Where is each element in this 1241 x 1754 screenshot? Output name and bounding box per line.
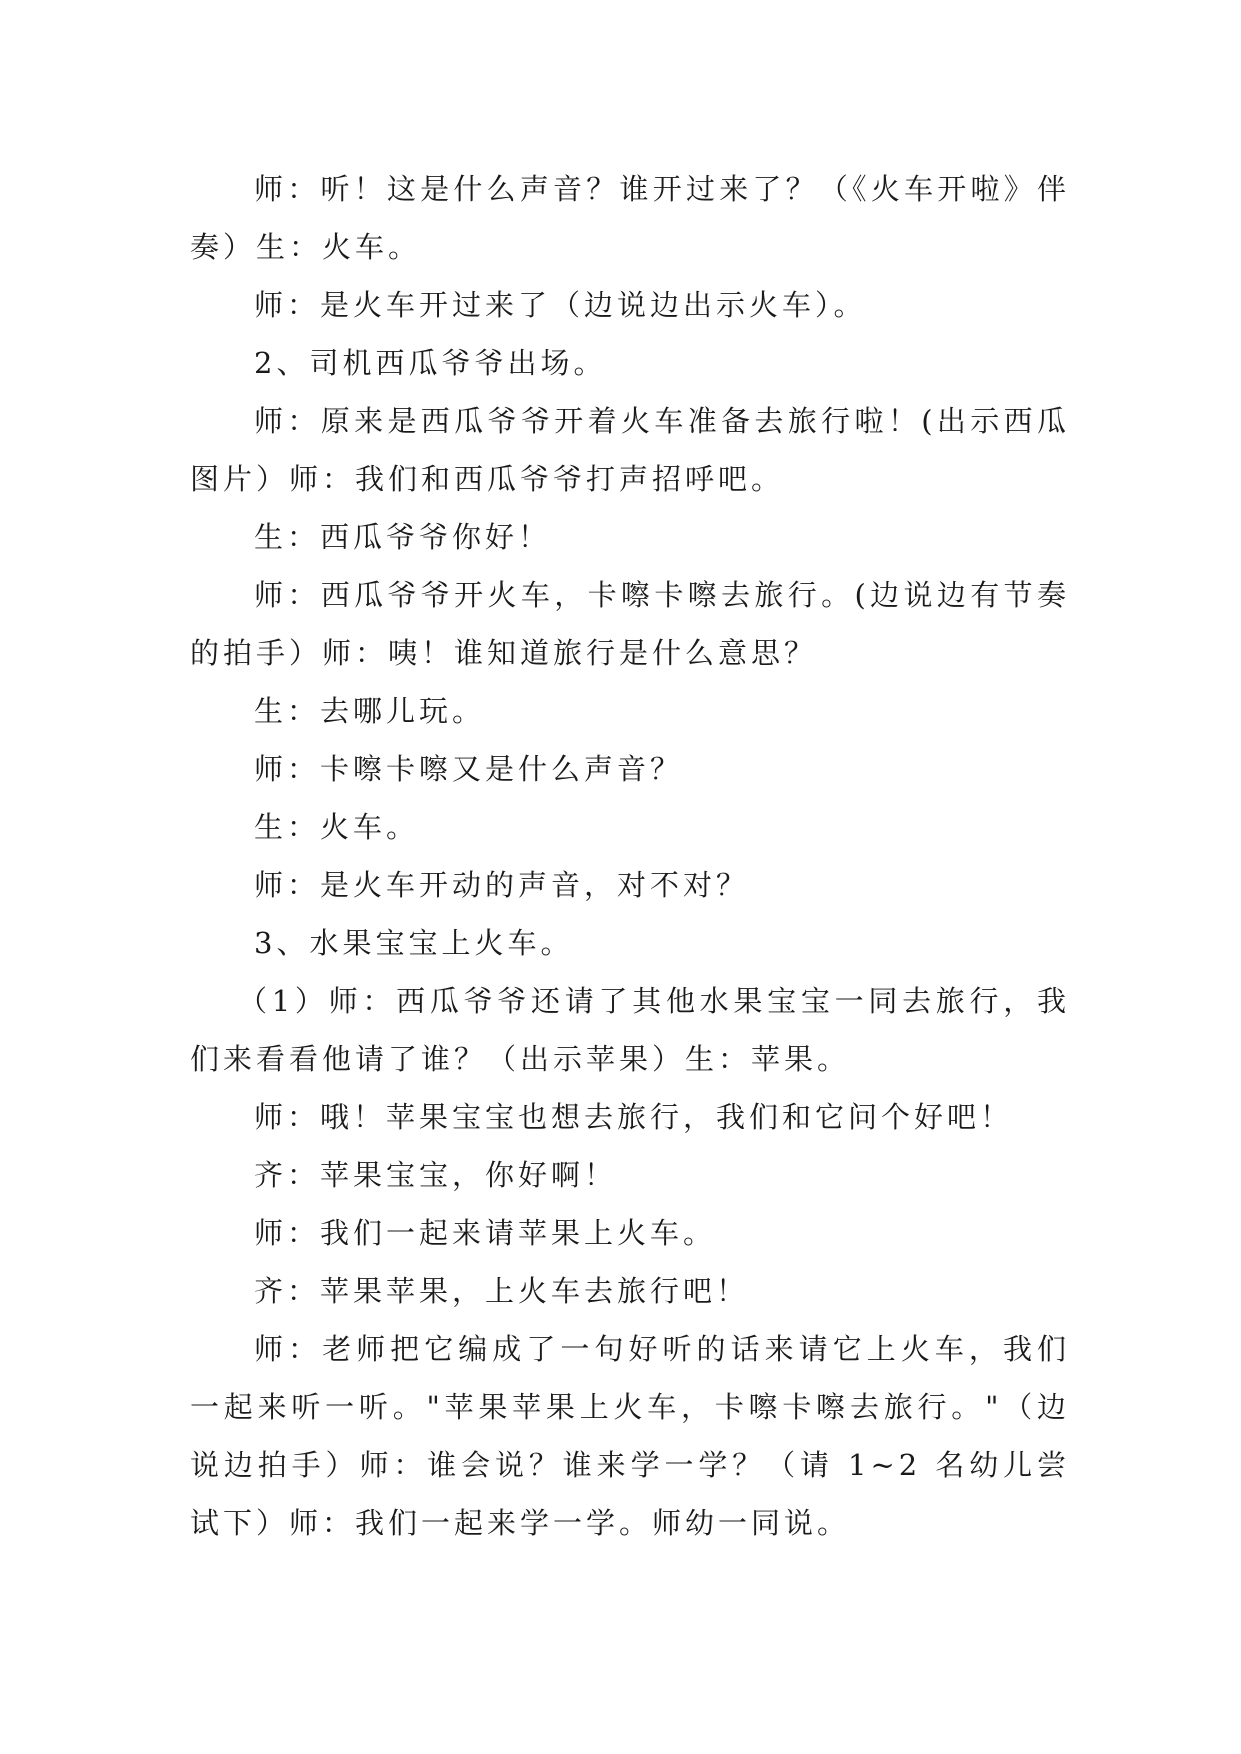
paragraph: 师：哦！苹果宝宝也想去旅行，我们和它问个好吧！ bbox=[254, 1100, 1014, 1134]
paragraph: 齐：苹果苹果，上火车去旅行吧！ bbox=[254, 1274, 750, 1308]
paragraph: 师：原来是西瓜爷爷开着火车准备去旅行啦！(出示西瓜图片）师：我们和西瓜爷爷打声招呼吧。 bbox=[190, 404, 1070, 496]
paragraph: 师：老师把它编成了一句好听的话来请它上火车，我们一起来听一听。"苹果苹果上火车，卡嚓卡嚓去旅行。"（边说边拍手）师：谁会说？谁来学一学？（请 1~2 名幼儿尝试下）师：我们一起来学一学。师幼一同说。 bbox=[190, 1332, 1070, 1540]
paragraph: 3、水果宝宝上火车。 bbox=[254, 926, 574, 960]
paragraph: 师：我们一起来请苹果上火车。 bbox=[254, 1216, 717, 1250]
document-body bbox=[190, 160, 1070, 1552]
paragraph: 齐：苹果宝宝，你好啊！ bbox=[254, 1158, 618, 1192]
paragraph: 师：是火车开动的声音，对不对？ bbox=[254, 868, 750, 902]
paragraph: 师：卡嚓卡嚓又是什么声音？ bbox=[254, 752, 684, 786]
paragraph: 师：西瓜爷爷开火车，卡嚓卡嚓去旅行。(边说边有节奏的拍手）师：咦！谁知道旅行是什么意思？ bbox=[190, 578, 1070, 670]
paragraph: 2、司机西瓜爷爷出场。 bbox=[254, 346, 607, 380]
paragraph: 生：去哪儿玩。 bbox=[254, 694, 486, 728]
paragraph: 师：是火车开过来了（边说边出示火车）。 bbox=[254, 288, 867, 322]
paragraph: 师：听！这是什么声音？谁开过来了？（《火车开啦》伴奏）生：火车。 bbox=[190, 172, 1070, 264]
paragraph: 生：火车。 bbox=[254, 810, 420, 844]
paragraph: 生：西瓜爷爷你好！ bbox=[254, 520, 552, 554]
paragraph: （1）师：西瓜爷爷还请了其他水果宝宝一同去旅行，我们来看看他请了谁？（出示苹果）生：苹果。 bbox=[190, 984, 1070, 1076]
